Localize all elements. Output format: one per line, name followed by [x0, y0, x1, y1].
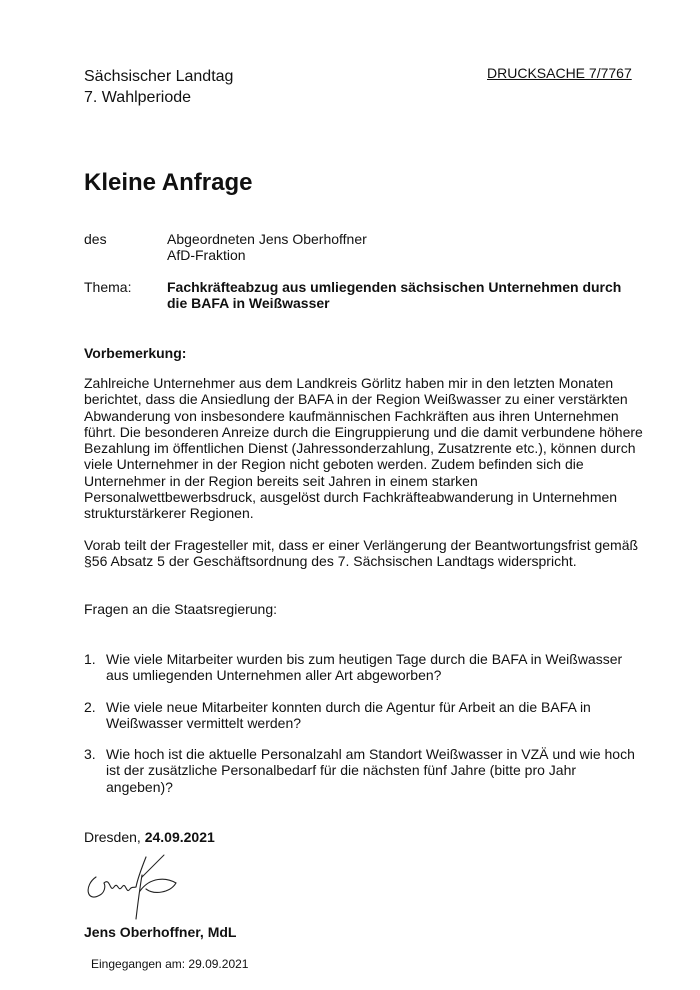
- question-item: [84, 699, 644, 732]
- received-date: Eingegangen am: 29.09.2021: [91, 957, 249, 971]
- vorbemerkung-paragraph-1: Zahlreiche Unternehmer aus dem Landkreis Görlitz haben mir in den letzten Monaten berichtet, dass die Ansiedlung der BAFA in der Region Weißwasser zu einer verstärkten Abwanderung von insbesondere kaufmännischen Fachkräften aus ihren Unternehmen führt. Die besonderen Anreize durch die Eingruppierung und die damit verbundene höhere Bezahlung im öffentlichen Dienst (Jahressonderzahlung, Zusatzrente etc.), können durch viele Unternehmer in der Region nicht geboten werden. Zudem befinden sich die Unternehmer in der Region bereits seit Jahren in einem starken Personalwettbewerbsdruck, ausgelöst durch Fachkräfteabwanderung in Unternehmen strukturstärkerer Regionen.: [84, 375, 643, 522]
- author-faction: AfD-Fraktion: [167, 247, 246, 263]
- questions-list: [84, 651, 644, 810]
- thema-value: Fachkräfteabzug aus umliegenden sächsischen Unternehmen durch die BAFA in Weißwasser: [167, 279, 622, 311]
- parliament-name: Sächsischer Landtag: [84, 68, 234, 85]
- author-name: Abgeordneten Jens Oberhoffner: [167, 231, 367, 247]
- legislative-period: 7. Wahlperiode: [84, 89, 192, 106]
- vorbemerkung-paragraph-2: Vorab teilt der Fragesteller mit, dass er einer Verlängerung der Beantwortungsfrist gemäß §56 Absatz 5 der Geschäftsordnung des 7. Sächsischen Landtags widerspricht.: [84, 537, 639, 570]
- drucksache-number: DRUCKSACHE 7/7767: [487, 65, 632, 81]
- handwritten-signature: [80, 847, 190, 922]
- vorbemerkung-heading: Vorbemerkung:: [84, 345, 187, 361]
- question-number: 2.: [84, 698, 96, 715]
- question-text: Wie hoch ist die aktuelle Personalzahl am Standort Weißwasser in VZÄ und wie hoch ist der zusätzliche Personalbedarf für die nächsten fünf Jahre (bitte pro Jahr angeben)?: [106, 746, 635, 795]
- document-title: Kleine Anfrage: [84, 169, 253, 196]
- question-number: 1.: [84, 651, 96, 667]
- thema-label: Thema:: [84, 279, 132, 295]
- question-item: [84, 746, 644, 795]
- question-text: Wie viele Mitarbeiter wurden bis zum heutigen Tage durch die BAFA in Weißwasser aus umliegenden Unternehmen aller Art abgeworben?: [106, 651, 623, 684]
- question-number: 3.: [84, 746, 96, 763]
- author-block: [167, 231, 637, 263]
- date-line: [84, 829, 215, 845]
- signer-name: Jens Oberhoffner, MdL: [84, 924, 237, 940]
- date-text: 24.09.2021: [144, 829, 215, 845]
- place-text: Dresden,: [84, 829, 145, 845]
- des-label: des: [84, 231, 107, 247]
- question-item: [84, 651, 644, 684]
- question-text: Wie viele neue Mitarbeiter konnten durch die Agentur für Arbeit an die BAFA in Weißwasser vermittelt werden?: [106, 698, 591, 731]
- header-parliament-block: [84, 66, 233, 108]
- questions-intro: Fragen an die Staatsregierung:: [84, 601, 278, 617]
